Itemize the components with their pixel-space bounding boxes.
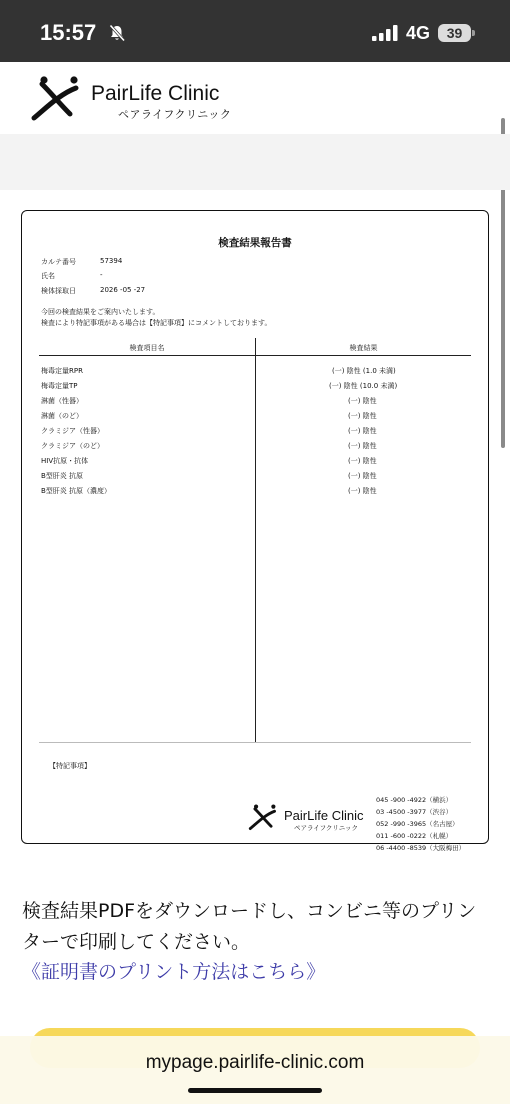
test-result: (一) 陰性 (10.0 未満) [329, 382, 398, 390]
meta-label: 氏名 [41, 272, 55, 280]
print-instruction: 検査結果PDFをダウンロードし、コンビニ等のプリンターで印刷してください。 [22, 900, 477, 953]
test-result: (一) 陰性 (1.0 未満) [332, 367, 396, 375]
header-spacer [0, 134, 510, 190]
test-item: クラミジア（のど） [41, 442, 104, 450]
test-result: (一) 陰性 [348, 412, 377, 420]
test-item: B型肝炎 抗原 [41, 472, 84, 480]
home-indicator[interactable] [188, 1088, 322, 1093]
report-title: 検査結果報告書 [218, 237, 292, 249]
test-item: 梅毒定量RPR [41, 367, 83, 375]
table-header-line [39, 355, 471, 356]
meta-value: - [100, 271, 103, 279]
meta-value: 2026 -05 -27 [100, 286, 146, 294]
column-header-result: 検査結果 [349, 344, 378, 352]
footer-logo-icon [248, 803, 278, 831]
test-item: 淋菌（性器） [41, 397, 83, 405]
browser-url-bar[interactable] [0, 1036, 510, 1104]
contact-phone: 045 -900 -4922（横浜） [376, 796, 453, 804]
url-text[interactable]: mypage.pairlife-clinic.com [145, 1052, 365, 1073]
signal-icon [372, 25, 398, 41]
status-bar [0, 0, 510, 62]
contact-phone: 011 -600 -0222（札幌） [376, 832, 453, 840]
test-item: HIV抗原・抗体 [41, 457, 89, 465]
intro-line: 今回の検査結果をご案内いたします。 [41, 308, 160, 316]
clinic-logo-icon[interactable] [30, 74, 82, 122]
battery-icon [438, 22, 476, 44]
brand-name: PairLife Clinic [91, 82, 220, 105]
brand-kana: ペアライフクリニック [118, 108, 232, 121]
test-result: (一) 陰性 [348, 487, 377, 495]
print-method-link[interactable]: 《証明書のプリント方法はこちら》 [22, 961, 326, 983]
meta-label: 検体採取日 [41, 287, 76, 295]
contact-phone: 052 -990 -3965（名古屋） [376, 820, 459, 828]
meta-label: カルテ番号 [41, 258, 76, 266]
battery-level: 39 [446, 25, 463, 41]
meta-value: 57394 [100, 257, 123, 265]
contact-phone: 06 -4400 -8539（大阪梅田） [376, 844, 466, 852]
network-type: 4G [406, 23, 431, 43]
table-bottom-line [39, 742, 471, 743]
test-result: (一) 陰性 [348, 472, 377, 480]
status-time: 15:57 [40, 20, 97, 45]
test-item: 淋菌（のど） [41, 412, 83, 420]
test-item: B型肝炎 抗原（濃度） [41, 487, 112, 495]
test-item: 梅毒定量TP [41, 382, 78, 390]
test-result: (一) 陰性 [348, 397, 377, 405]
test-result: (一) 陰性 [348, 442, 377, 450]
intro-line: 検査により特記事項がある場合は【特記事項】にコメントしております。 [41, 319, 272, 327]
notes-label: 【特記事項】 [49, 762, 91, 770]
test-result: (一) 陰性 [348, 457, 377, 465]
column-header-item: 検査項目名 [129, 344, 165, 352]
contact-phone: 03 -4500 -3977（渋谷） [376, 808, 453, 816]
test-item: クラミジア（性器） [41, 427, 104, 435]
footer-brand-kana: ペアライフクリニック [294, 824, 359, 832]
test-result: (一) 陰性 [348, 427, 377, 435]
footer-brand-name: PairLife Clinic [284, 808, 364, 823]
test-result-report [21, 210, 489, 852]
site-header [0, 62, 510, 134]
bell-muted-icon [108, 24, 126, 42]
table-divider [255, 338, 256, 742]
